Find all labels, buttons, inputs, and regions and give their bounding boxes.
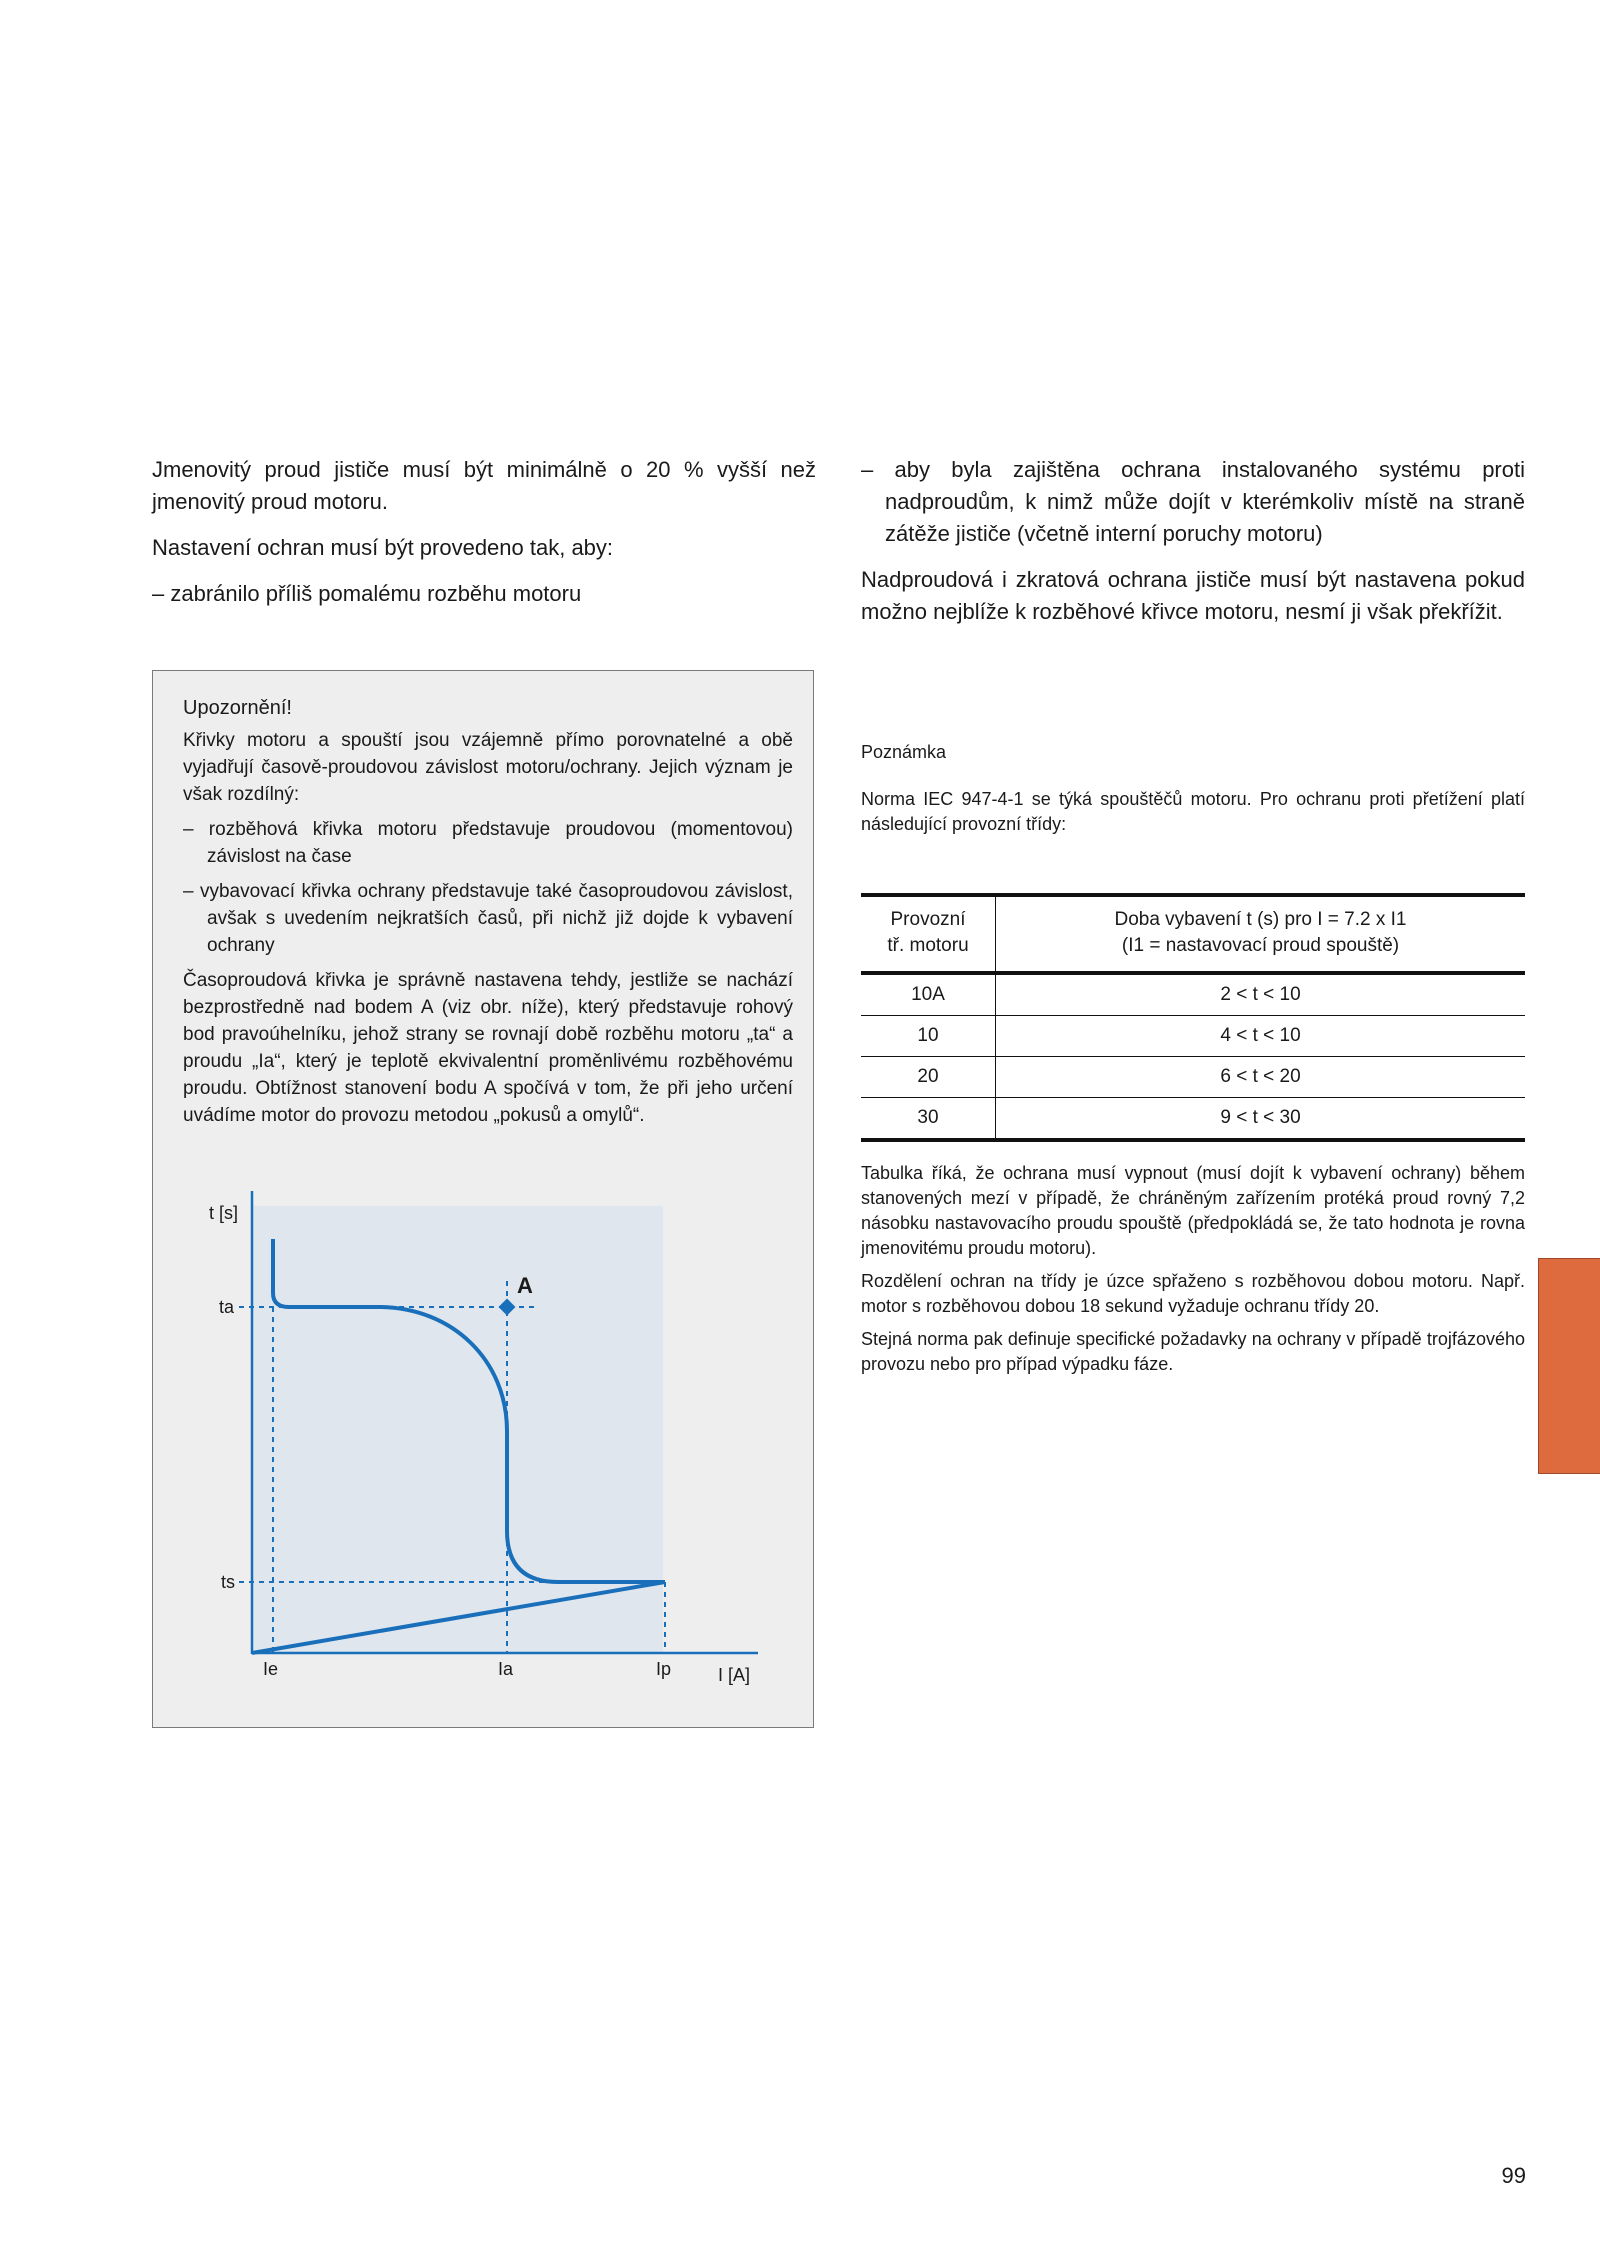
table-row <box>861 1098 1525 1141</box>
protection-setting-paragraph: Nadproudová i zkratová ochrana jističe musí být nastavena pokud možno nejblíže k rozběhové křivce motoru, nesmí ji však překřížit. <box>861 567 1525 624</box>
header-trip-time-line2: (I1 = nastavovací proud spouště) <box>1121 935 1400 956</box>
table-row <box>861 1016 1525 1057</box>
header-class <box>861 895 996 973</box>
trip-class-table <box>861 893 1525 1142</box>
header-trip-time <box>996 895 1526 973</box>
ie-label: Ie <box>263 1659 279 1679</box>
norm-requirements-paragraph: Stejná norma pak definuje specifické požadavky na ochrany v případě trojfázového provozu nebo pro případ výpadku fáze. <box>861 1329 1525 1374</box>
warning-bullet-motor-curve: – rozběhová křivka motoru představuje proudovou (momentovou) závislost na čase <box>183 819 793 867</box>
overcurrent-bullet: – aby byla zajištěna ochrana instalovaného systému proti nadproudům, k nimž může dojít v kterémkoliv místě na straně zátěže jističe (včetně interní poruchy motoru) <box>861 457 1525 546</box>
class-division-paragraph: Rozdělení ochran na třídy je úzce spřaženo s rozběhovou dobou motoru. Např. motor s rozběhovou dobou 18 sekund vyžaduje ochranu třídy 20. <box>861 1271 1525 1316</box>
warning-box <box>152 670 814 1728</box>
note-title: Poznámka <box>861 742 947 762</box>
point-a-label: A <box>517 1273 533 1298</box>
table-row <box>861 1057 1525 1098</box>
table-header-row <box>861 895 1525 973</box>
time-current-graph <box>153 671 815 1729</box>
header-trip-time-line1: Doba vybavení t (s) pro I = 7.2 x I1 <box>1114 909 1407 930</box>
left-text-column <box>152 454 816 624</box>
ts-label: ts <box>221 1572 236 1592</box>
chapter-side-tab <box>1538 1258 1600 1474</box>
note-text: Norma IEC 947-4-1 se týká spouštěčů motoru. Pro ochranu proti přetížení platí následující provozní třídy: <box>861 789 1525 834</box>
time-cell: 2 < t < 10 <box>1220 984 1301 1005</box>
note-section <box>861 740 1525 837</box>
ta-label: ta <box>219 1297 235 1317</box>
header-class-text: Provozní tř. motoru <box>887 909 969 956</box>
warning-paragraph: Křivky motoru a spouští jsou vzájemně přímo porovnatelné a obě vyjadřují časově-proudovou závislost motoru/ochrany. Jejich význam je však rozdílný: <box>183 730 793 805</box>
page-number: 99 <box>1501 2163 1526 2188</box>
class-cell: 10A <box>861 973 996 1016</box>
class-cell: 30 <box>861 1098 996 1141</box>
x-axis-label: I [A] <box>718 1665 751 1685</box>
table-explanation <box>861 1161 1525 1385</box>
graph-panel <box>253 1206 663 1653</box>
time-cell: 9 < t < 30 <box>1220 1107 1301 1128</box>
y-axis-label: t [s] <box>209 1203 239 1223</box>
slow-start-bullet: – zabránilo příliš pomalému rozběhu motoru <box>152 581 582 606</box>
table-row <box>861 973 1525 1016</box>
ia-label: Ia <box>498 1659 514 1679</box>
warning-title: Upozornění! <box>183 697 292 719</box>
ip-label: Ip <box>656 1659 672 1679</box>
class-cell: 20 <box>861 1057 996 1098</box>
class-cell: 10 <box>861 1016 996 1057</box>
warning-bullet-trip-curve: – vybavovací křivka ochrany představuje také časoproudovou závislost, avšak s uvedením nejkratších časů, při nichž již dojde k vybavení ochrany <box>183 881 793 956</box>
time-cell: 4 < t < 10 <box>1220 1025 1301 1046</box>
table-explanation-paragraph: Tabulka říká, že ochrana musí vypnout (musí dojít k vybavení ochrany) během stanovených mezí v případě, že chráněným zařízením protéká proud rovný 7,2 násobku nastavovacího proudu spouště (předpokládá se, že tato hodnota je rovna jmenovitému proudu motoru). <box>861 1163 1525 1258</box>
warning-paragraph-point-a: Časoproudová křivka je správně nastavena tehdy, jestliže se nachází bezprostředně nad bodem A (viz obr. níže), který představuje rohový bod pravoúhelníku, jehož strany se rovnají době rozběhu motoru „ta“ a proudu „Ia“, který je teplotě ekvivalentní proměnlivému rozběhovému proudu. Obtížnost stanovení bodu A spočívá v tom, že při jeho určení uvádíme motor do provozu metodou „pokusů a omylů“. <box>183 970 793 1126</box>
rated-current-paragraph: Jmenovitý proud jističe musí být minimálně o 20 % vyšší než jmenovitý proud motoru. <box>152 457 816 514</box>
right-text-column <box>861 454 1525 642</box>
time-cell: 6 < t < 20 <box>1220 1066 1301 1087</box>
settings-intro-paragraph: Nastavení ochran musí být provedeno tak, aby: <box>152 535 614 560</box>
